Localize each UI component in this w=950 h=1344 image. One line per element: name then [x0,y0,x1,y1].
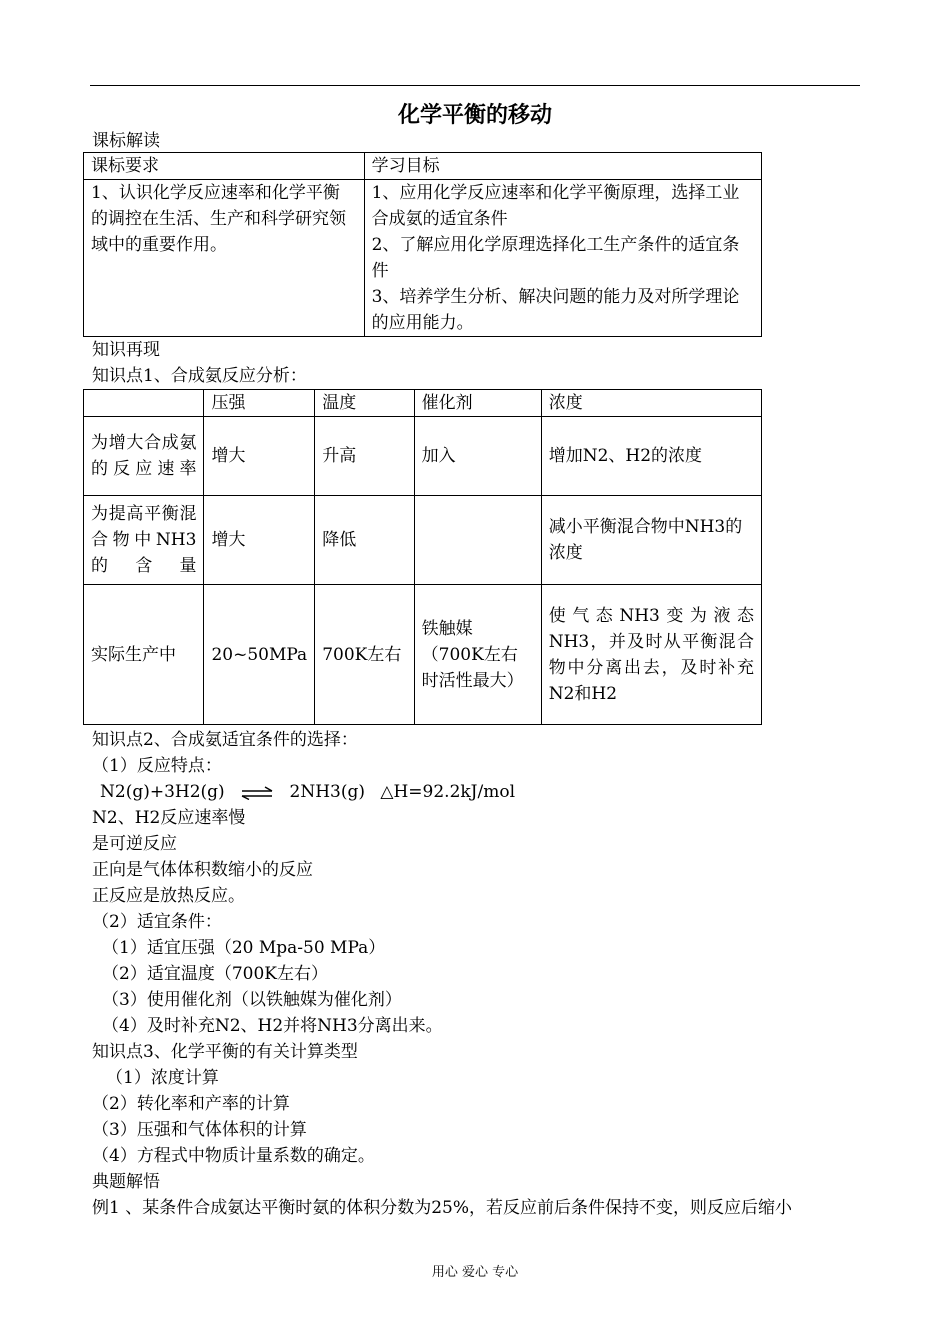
cell-temperature: 降低 [315,496,414,585]
knowledge-point-1: 知识点1、合成氨反应分析： [92,366,307,386]
example-1: 例1 、某条件合成氨达平衡时氨的体积分数为25%，若反应前后条件保持不变，则反应后缩小 [92,1198,793,1218]
cell-temperature: 升高 [315,417,414,496]
reaction-equation [100,779,515,805]
objectives-cell [364,180,761,337]
section-heading-examples: 典题解悟 [92,1172,160,1192]
section-heading-curriculum: 课标解读 [92,131,160,151]
cell-pressure: 增大 [204,496,315,585]
section-heading-knowledge: 知识再现 [92,340,160,360]
condition-item: （3）使用催化剂（以铁触媒为催化剂） [102,990,402,1010]
equation-reactants: N2(g)+3H2(g) [100,782,225,802]
row-label: 为提高平衡混合物中NH3的含量 [84,496,204,585]
cell-temperature: 700K左右 [315,585,414,725]
header-rule [90,85,860,86]
subheading-conditions: （2）适宜条件： [92,912,222,932]
calc-item: （3）压强和气体体积的计算 [92,1120,307,1140]
header-pressure: 压强 [204,390,315,417]
cell-concentration: 使气态NH3变为液态NH3，并及时从平衡混合物中分离出去，及时补充N2和H2 [541,585,761,725]
cell-pressure: 增大 [204,417,315,496]
equation-enthalpy: △H=92.2kJ/mol [380,782,516,802]
ammonia-analysis-table [83,389,762,725]
objective-item: 2、了解应用化学原理选择化工生产条件的适宜条件 [371,235,740,281]
feature-item: 是可逆反应 [92,834,177,854]
cell-pressure: 20~50MPa [204,585,315,725]
condition-item: （2）适宜温度（700K左右） [102,964,328,984]
table-row [84,585,762,725]
header-catalyst: 催化剂 [414,390,541,417]
row-label: 实际生产中 [84,585,204,725]
knowledge-point-3: 知识点3、化学平衡的有关计算类型 [92,1042,358,1062]
curriculum-table [83,152,762,337]
requirement-text: 1、认识化学反应速率和化学平衡的调控在生活、生产和科学研究领域中的重要作用。 [84,180,365,337]
page-footer: 用心 爱心 专心 [431,1265,519,1280]
header-concentration: 浓度 [541,390,761,417]
cell-catalyst: 加入 [414,417,541,496]
table-row [84,496,762,585]
cell-catalyst: 铁触媒（700K左右时活性最大） [414,585,541,725]
page-title: 化学平衡的移动 [397,103,552,128]
condition-item: （4）及时补充N2、H2并将NH3分离出来。 [102,1016,443,1036]
calc-item: （2）转化率和产率的计算 [92,1094,290,1114]
calc-item: （4）方程式中物质计量系数的确定。 [92,1146,375,1166]
cell-concentration: 减小平衡混合物中NH3的浓度 [541,496,761,585]
feature-item: 正反应是放热反应。 [92,886,245,906]
condition-item: （1）适宜压强（20 Mpa-50 MPa） [102,938,386,958]
table-row [84,417,762,496]
reversible-arrow-icon [240,786,274,800]
feature-item: N2、H2反应速率慢 [92,808,246,828]
knowledge-point-2: 知识点2、合成氨适宜条件的选择： [92,730,358,750]
cell-catalyst [414,496,541,585]
header-objectives: 学习目标 [364,153,761,180]
header-empty [84,390,204,417]
cell-concentration: 增加N2、H2的浓度 [541,417,761,496]
objective-item: 1、应用化学反应速率和化学平衡原理，选择工业合成氨的适宜条件 [371,183,740,229]
header-requirements: 课标要求 [84,153,365,180]
calc-item: （1）浓度计算 [106,1068,219,1088]
header-temperature: 温度 [315,390,414,417]
subheading-features: （1）反应特点： [92,756,222,776]
feature-item: 正向是气体体积数缩小的反应 [92,860,313,880]
row-label: 为增大合成氨的反应速率 [84,417,204,496]
objective-item: 3、培养学生分析、解决问题的能力及对所学理论的应用能力。 [371,287,740,333]
equation-products: 2NH3(g) [289,782,365,802]
